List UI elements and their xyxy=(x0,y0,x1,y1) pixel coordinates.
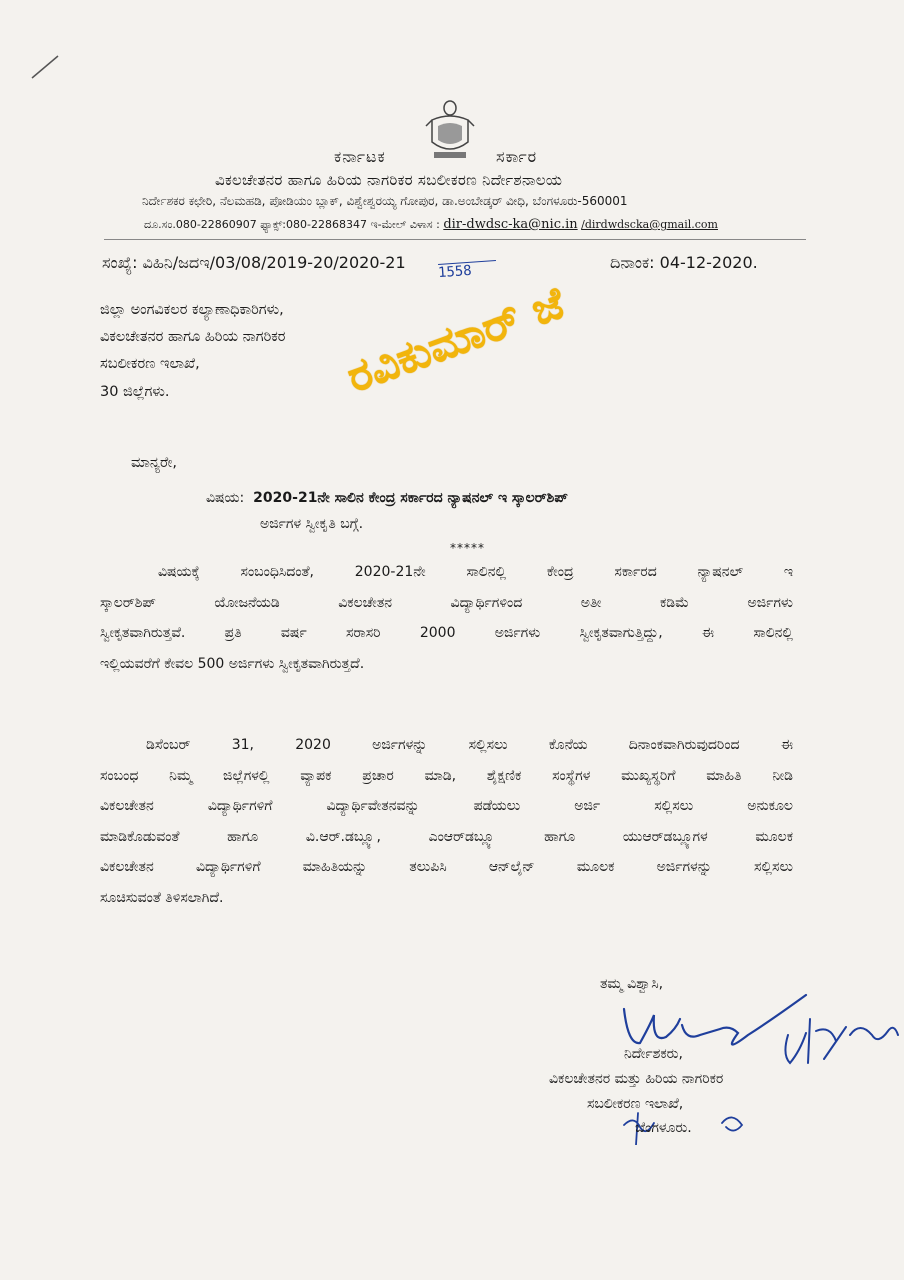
recipient-line: ಜಿಲ್ಲಾ ಅಂಗವಿಕಲರ ಕಲ್ಯಾಣಾಧಿಕಾರಿಗಳು, xyxy=(100,302,284,318)
department-name: ವಿಕಲಚೇತನರ ಹಾಗೂ ಹಿರಿಯ ನಾಗರಿಕರ ಸಬಲೀಕರಣ ನಿರ್ದೇಶನಾಲಯ xyxy=(215,171,563,189)
email-link-secondary[interactable]: /dirdwdscka@gmail.com xyxy=(581,218,718,231)
reference-number: ಸಂಖ್ಯೆ: ವಿಹಿನಿ/ಜದಇ/03/08/2019-20/2020-21 xyxy=(102,253,406,272)
contact-line xyxy=(144,217,718,232)
paragraph-line: ವಿಕಲಚೇತನ ವಿದ್ಯಾರ್ಥಿಗಳಿಗೆ ಮಾಹಿತಿಯನ್ನು ತಲುಪಿಸಿ ಆನ್‌ಲೈನ್ ಮೂಲಕ ಅರ್ಜಿಗಳನ್ನು ಸಲ್ಲಿಸಲು xyxy=(100,859,793,875)
recipient-line: 30 ಜಿಲ್ಲೆಗಳು. xyxy=(100,384,170,400)
contact-prefix: ದೂ.ಸಂ.080-22860907 ಫ್ಯಾಕ್ಸ್:080-22868347 ಇ-ಮೇಲ್ ವಿಳಾಸ : xyxy=(144,218,444,231)
subject-line-1 xyxy=(206,490,568,506)
paragraph-line: ಮಾಡಿಕೊಡುವಂತೆ ಹಾಗೂ ವಿ.ಆರ್.ಡಬ್ಲ್ಯೂ, ಎಂಆರ್‌ಡಬ್ಲ್ಯೂ ಹಾಗೂ ಯುಆರ್‌ಡಬ್ಲ್ಯೂಗಳ ಮೂಲಕ xyxy=(100,828,793,845)
paragraph-line: ಸೂಚಿಸುವಂತೆ ತಿಳಿಸಲಾಗಿದೆ. xyxy=(100,889,224,906)
subject-title: 2020-21ನೇ ಸಾಲಿನ ಕೇಂದ್ರ ಸರ್ಕಾರದ ನ್ಯಾಷನಲ್ ಇ ಸ್ಕಾಲರ್‌ಶಿಪ್ xyxy=(253,490,568,506)
subject-line-2: ಅರ್ಜಿಗಳ ಸ್ವೀಕೃತಿ ಬಗ್ಗೆ. xyxy=(260,516,364,532)
letter-date: ದಿನಾಂಕ: 04-12-2020. xyxy=(610,253,758,272)
state-emblem-icon xyxy=(424,98,476,162)
signatory-designation: ನಿರ್ದೇಶಕರು, xyxy=(624,1046,683,1062)
recipient-line: ಸಬಲೀಕರಣ ಇಲಾಖೆ, xyxy=(100,356,200,372)
salutation: ಮಾನ್ಯರೇ, xyxy=(131,455,178,471)
paragraph-line: ಸ್ಕಾಲರ್‌ಶಿಪ್ ಯೋಜನೆಯಡಿ ವಿಕಲಚೇತನ ವಿದ್ಯಾರ್ಥಿಗಳಿಂದ ಅತೀ ಕಡಿಮೆ ಅರ್ಜಿಗಳು xyxy=(100,594,793,611)
name-stamp-watermark: ರವಿಕುಮಾರ್ ಜೆ xyxy=(340,277,572,403)
paragraph-line: ವಿಷಯಕ್ಕೆ ಸಂಬಂಧಿಸಿದಂತೆ, 2020-21ನೇ ಸಾಲಿನಲ್ಲಿ ಕೇಂದ್ರ ಸರ್ಕಾರದ ನ್ಯಾಷನಲ್ ಇ xyxy=(158,564,793,580)
email-link-primary[interactable]: dir-dwdsc-ka@nic.in xyxy=(443,217,578,232)
subject-label: ವಿಷಯ: xyxy=(206,490,245,506)
pen-mark xyxy=(28,50,68,82)
recipient-line: ವಿಕಲಚೇತನರ ಹಾಗೂ ಹಿರಿಯ ನಾಗರಿಕರ xyxy=(100,329,286,345)
paragraph-line: ಇಲ್ಲಿಯವರೆಗೆ ಕೇವಲ 500 ಅರ್ಜಿಗಳು ಸ್ವೀಕೃತವಾಗಿರುತ್ತದೆ. xyxy=(100,655,365,672)
handwritten-inward-number: 1558 xyxy=(437,262,473,282)
signatory-city: ಬೆಂಗಳೂರು. xyxy=(635,1120,692,1136)
government-left-word: ಕರ್ನಾಟಕ xyxy=(334,147,386,166)
office-address: ನಿರ್ದೇಶಕರ ಕಛೇರಿ, ನೆಲಮಹಡಿ, ಪೋಡಿಯಂ ಬ್ಲಾಕ್, ವಿಶ್ವೇಶ್ವರಯ್ಯ ಗೋಪುರ, ಡಾ.ಅಂಬೇಡ್ಕರ್ ವೀಧಿ, ಬೆಂಗಳೂರು-560001 xyxy=(142,194,628,208)
paragraph-line: ಡಿಸೆಂಬರ್ 31, 2020 ಅರ್ಜಿಗಳನ್ನು ಸಲ್ಲಿಸಲು ಕೊನೆಯ ದಿನಾಂಕವಾಗಿರುವುದರಿಂದ ಈ xyxy=(146,737,793,753)
paragraph-line: ವಿಕಲಚೇತನ ವಿದ್ಯಾರ್ಥಿಗಳಿಗೆ ವಿದ್ಯಾರ್ಥಿವೇತನವನ್ನು ಪಡೆಯಲು ಅರ್ಜಿ ಸಲ್ಲಿಸಲು ಅನುಕೂಲ xyxy=(100,798,793,814)
paragraph-line: ಸ್ವೀಕೃತವಾಗಿರುತ್ತವೆ. ಪ್ರತಿ ವರ್ಷ ಸರಾಸರಿ 2000 ಅರ್ಜಿಗಳು ಸ್ವೀಕೃತವಾಗುತ್ತಿದ್ದು, ಈ ಸಾಲಿನಲ್ಲಿ xyxy=(100,625,793,641)
government-right-word: ಸರ್ಕಾರ xyxy=(496,147,538,166)
signatory-department-line-1: ವಿಕಲಚೇತನರ ಮತ್ತು ಹಿರಿಯ ನಾಗರಿಕರ xyxy=(549,1071,724,1087)
paragraph-line: ಸಂಬಂಧ ನಿಮ್ಮ ಜಿಲ್ಲೆಗಳಲ್ಲಿ ವ್ಯಾಪಕ ಪ್ರಚಾರ ಮಾಡಿ, ಶೈಕ್ಷಣಿಕ ಸಂಸ್ಥೆಗಳ ಮುಖ್ಯಸ್ಥರಿಗೆ ಮಾಹಿತಿ ನೀಡಿ xyxy=(100,767,793,784)
closing-phrase: ತಮ್ಮ ವಿಶ್ವಾಸಿ, xyxy=(600,976,664,992)
paragraph-2 xyxy=(100,730,793,913)
paragraph-1 xyxy=(100,557,793,679)
signatory-department-line-2: ಸಬಲೀಕರಣ ಇಲಾಖೆ, xyxy=(587,1096,684,1112)
header-divider xyxy=(104,239,806,240)
separator: ***** xyxy=(450,541,485,555)
